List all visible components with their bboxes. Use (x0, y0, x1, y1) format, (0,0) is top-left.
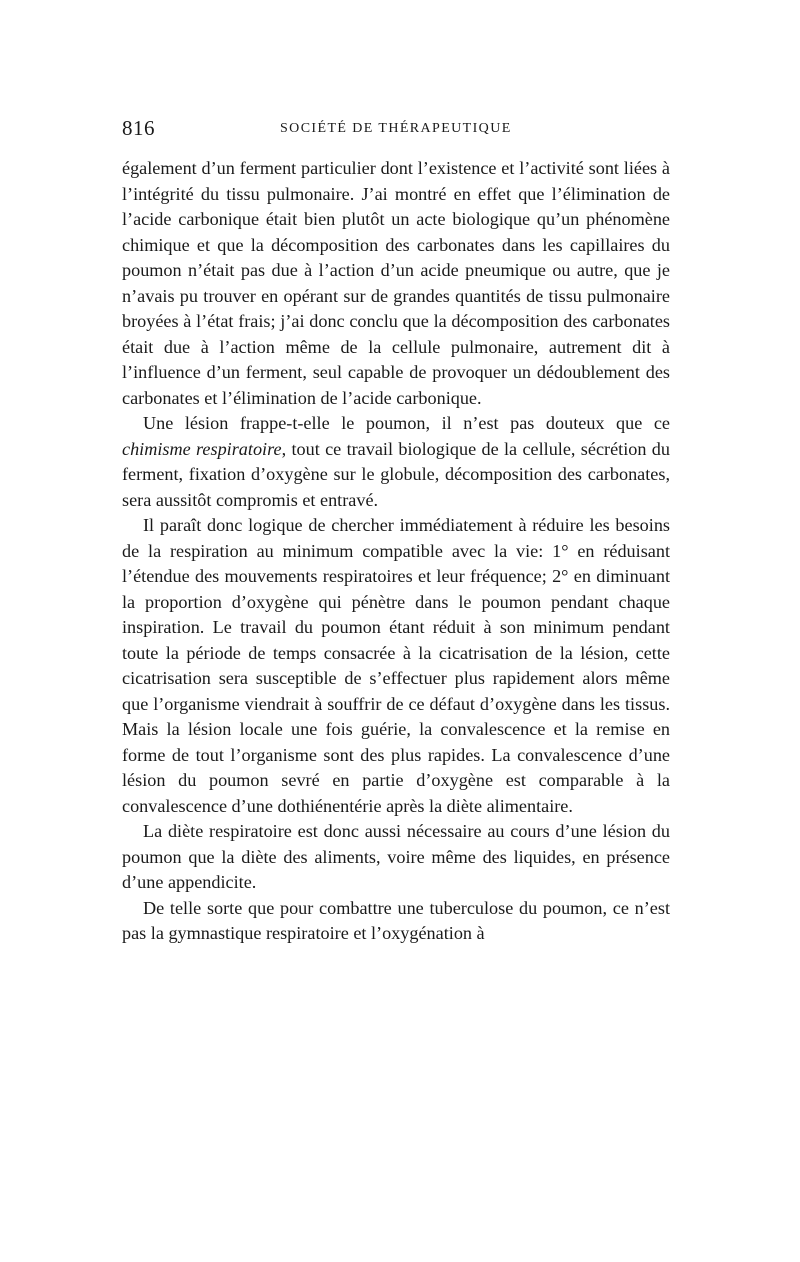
paragraph-1: également d’un ferment particulier dont l’existence et l’activité sont liées à l’intégrité du tissu pulmonaire. J’ai montré en effet que l’élimination de l’acide carbonique était bien plutôt un acte biologique qu’un phénomène chimique et que la décomposition des carbonates dans les capillaires du poumon n’était pas due à l’action d’un acide pneumique ou autre, que je n’avais pu trouver en opérant sur de grandes quantités de tissu pulmonaire broyées à l’état frais; j’ai donc conclu que la décomposition des carbonates était due à l’action même de la cellule pulmonaire, autrement dit à l’influence d’un ferment, seul capable de provoquer un dédoublement des carbonates et l’élimination de l’acide carbonique. (122, 158, 670, 408)
running-head: SOCIÉTÉ DE THÉRAPEUTIQUE (280, 121, 512, 136)
paragraph-2-text-before: Une lésion frappe-t-elle le poumon, il n’est pas douteux que ce (143, 413, 670, 433)
paragraph-4: La diète respiratoire est donc aussi nécessaire au cours d’une lésion du poumon que la diète des aliments, voire même des liquides, en présence d’une appendicite. (122, 821, 670, 892)
paragraph-2-text-after: , tout ce travail biologique de la cellule, sécrétion du ferment, fixation d’oxygène sur le globule, décomposition des carbonates, sera aussitôt compromis et entravé. (122, 438, 670, 510)
page-number: 816 (122, 116, 155, 140)
book-page (122, 116, 670, 947)
paragraph-2 (122, 411, 670, 513)
paragraph-3: Il paraît donc logique de chercher immédiatement à réduire les besoins de la respiration au minimum compatible avec la vie: 1° en réduisant l’étendue des mouvements respiratoires et leur fréquence; 2° en diminuant la proportion d’oxygène qui pénètre dans le poumon pendant chaque inspiration. Le travail du poumon étant réduit à son minimum pendant toute la période de temps consacrée à la cicatrisation de la lésion, cette cicatrisation sera susceptible de s’effectuer plus rapidement alors même que l’organisme viendrait à souffrir de ce défaut d’oxygène dans les tissus. Mais la lésion locale une fois guérie, la convalescence et la remise en forme de tout l’organisme sont des plus rapides. La convalescence d’une lésion du poumon sevré en partie d’oxygène est comparable à la convalescence d’une dothiénentérie après la diète alimentaire. (122, 515, 670, 816)
page-header (122, 116, 670, 142)
paragraph-2-italic-term: chimisme respiratoire (122, 438, 282, 459)
paragraph-5: De telle sorte que pour combattre une tuberculose du poumon, ce n’est pas la gymnastique respiratoire et l’oxygénation à (122, 897, 670, 943)
